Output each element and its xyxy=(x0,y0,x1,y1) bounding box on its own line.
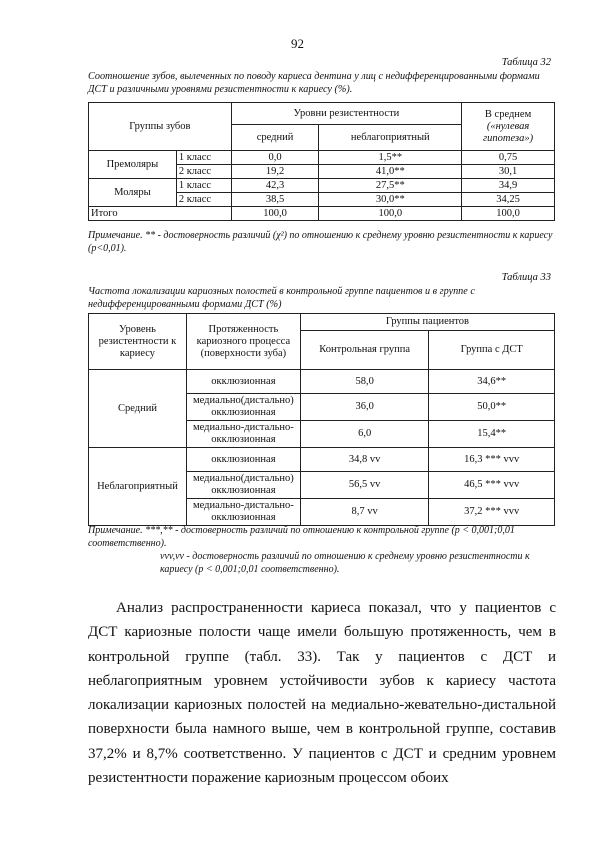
t33-extent: медиально-дистально-окклюзионная xyxy=(186,499,300,526)
table32-label: Таблица 32 xyxy=(501,57,551,68)
t33-level-mid: Средний xyxy=(89,370,187,448)
t32-total-label: Итого xyxy=(89,207,232,221)
table33-note-1: Примечание. ***,** - достоверность различий по отношению к контрольной группе (p < 0,001;0,01 соответственно). xyxy=(88,525,515,549)
t32-cell: 100,0 xyxy=(319,207,462,221)
t32-head-avg-note: («нулевая гипотеза») xyxy=(483,120,534,144)
t33-cell: 58,0 xyxy=(300,370,429,394)
table33-note-2: vvv,vv - достоверность различий по отношению к среднему уровню резистентности к кариесу (p < 0,001;0,01 соответственно). xyxy=(160,551,530,575)
table33 xyxy=(88,313,555,526)
t33-head-groups: Группы пациентов xyxy=(300,314,554,331)
t33-head-level: Уровень резистентности к кариесу xyxy=(89,314,187,370)
t32-cell: 27,5** xyxy=(319,179,462,193)
t32-cell: 100,0 xyxy=(231,207,319,221)
t32-cell: 41,0** xyxy=(319,165,462,179)
t32-head-avg-title: В среднем xyxy=(484,108,532,120)
table33-label: Таблица 33 xyxy=(501,272,551,283)
body-text xyxy=(88,596,556,790)
t32-cell: 0,0 xyxy=(231,151,319,165)
t32-head-avg xyxy=(462,103,555,151)
t33-cell: 56,5 vv xyxy=(300,472,429,499)
t32-class: 1 класс xyxy=(176,151,231,165)
table32-caption: Соотношение зубов, вылеченных по поводу кариеса дентина у лиц с недифференцированными формами ДСТ и различными уровнями резистентности к кариесу (%). xyxy=(88,71,540,95)
t33-cell: 37,2 *** vvv xyxy=(429,499,555,526)
t33-cell: 50,0** xyxy=(429,394,555,421)
t32-cell: 42,3 xyxy=(231,179,319,193)
t33-cell: 8,7 vv xyxy=(300,499,429,526)
t33-head-dst: Группа с ДСТ xyxy=(429,331,555,370)
t32-cell: 34,9 xyxy=(462,179,555,193)
t33-extent: окклюзионная xyxy=(186,370,300,394)
t32-cell: 19,2 xyxy=(231,165,319,179)
t32-class: 2 класс xyxy=(176,165,231,179)
body-paragraph: Анализ распространенности кариеса показал, что у пациентов с ДСТ кариозные полости чаще имели большую протяженность, чем в контрольной группе (табл. 33). Так у пациентов с ДСТ и неблагоприятным уровнем устойчивости зубов к кариесу частота локализации кариозных полостей на медиально-жевательно-дистальной поверхности была намного выше, чем в контрольной группе, составив 37,2% и 8,7% соответственно. У пациентов с ДСТ и средним уровнем резистентности поражение кариозным процессом обоих xyxy=(88,600,556,787)
t33-extent: окклюзионная xyxy=(186,448,300,472)
t33-cell: 34,6** xyxy=(429,370,555,394)
t32-cell: 30,1 xyxy=(462,165,555,179)
t32-cell: 30,0** xyxy=(319,193,462,207)
t32-class: 2 класс xyxy=(176,193,231,207)
t33-extent: медиально(дистально) окклюзионная xyxy=(186,472,300,499)
table33-caption: Частота локализации кариозных полостей в контрольной группе пациентов и в группе с недифференцированными формами ДСТ (%) xyxy=(88,286,475,310)
t33-cell: 46,5 *** vvv xyxy=(429,472,555,499)
t33-head-extent: Протяженность кариозного процесса (поверхности зуба) xyxy=(186,314,300,370)
t33-cell: 6,0 xyxy=(300,421,429,448)
table32-note: Примечание. ** - достоверность различий (χ²) по отношению к среднему уровню резистентности к кариесу (p<0,01). xyxy=(88,230,553,254)
table33-note xyxy=(88,524,556,576)
t33-cell: 15,4** xyxy=(429,421,555,448)
t33-head-control: Контрольная группа xyxy=(300,331,429,370)
t33-cell: 36,0 xyxy=(300,394,429,421)
t32-cell: 100,0 xyxy=(462,207,555,221)
t32-molars: Моляры xyxy=(89,179,177,207)
t32-cell: 34,25 xyxy=(462,193,555,207)
t32-head-levels: Уровни резистентности xyxy=(231,103,461,125)
t32-head-mid: средний xyxy=(231,125,319,151)
t32-cell: 38,5 xyxy=(231,193,319,207)
t33-extent: медиально-дистально-окклюзионная xyxy=(186,421,300,448)
t33-level-bad: Неблагоприятный xyxy=(89,448,187,526)
table32 xyxy=(88,102,555,221)
t32-head-bad: неблагоприятный xyxy=(319,125,462,151)
t32-head-groups: Группы зубов xyxy=(89,103,232,151)
t32-cell: 1,5** xyxy=(319,151,462,165)
t32-premolars: Премоляры xyxy=(89,151,177,179)
t32-class: 1 класс xyxy=(176,179,231,193)
t33-cell: 34,8 vv xyxy=(300,448,429,472)
t33-extent: медиально(дистально) окклюзионная xyxy=(186,394,300,421)
t33-cell: 16,3 *** vvv xyxy=(429,448,555,472)
t32-cell: 0,75 xyxy=(462,151,555,165)
page-number: 92 xyxy=(291,36,304,51)
